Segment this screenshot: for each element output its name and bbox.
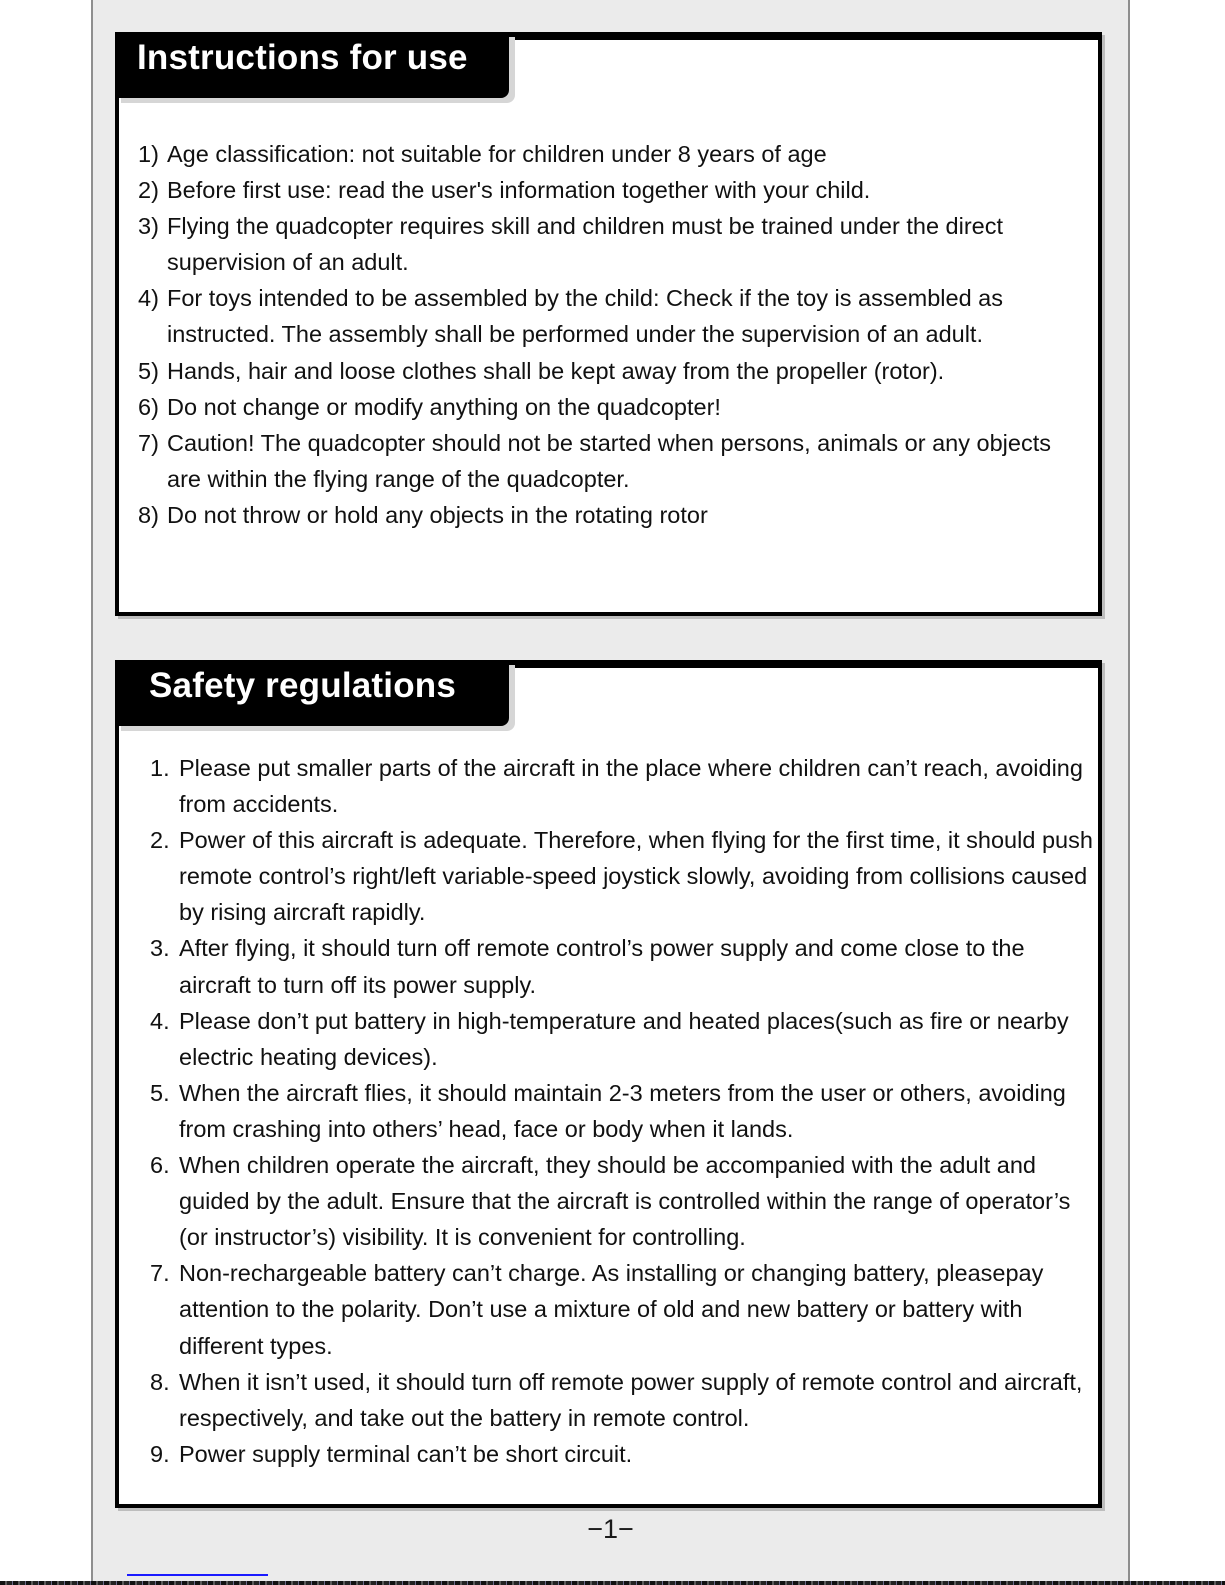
- item-number: 4.: [150, 1007, 170, 1034]
- instructions-item: [138, 389, 1098, 425]
- item-number: 6.: [150, 1152, 170, 1179]
- instructions-item: [138, 172, 1098, 208]
- item-number: 2.: [150, 827, 170, 854]
- safety-section: [115, 660, 1102, 1508]
- safety-item: [150, 1075, 1100, 1147]
- document-page: [91, 0, 1130, 1581]
- item-number: 7): [138, 429, 159, 456]
- item-number: 5): [138, 357, 159, 384]
- item-text: Please don’t put battery in high-temperature and heated places(such as fire or nearby electric heating devices).: [179, 1007, 1069, 1070]
- safety-item: [150, 1436, 1100, 1472]
- item-number: 1): [138, 141, 159, 167]
- item-number: 8.: [150, 1368, 170, 1395]
- safety-title-tab: [115, 660, 509, 726]
- item-text: When it isn’t used, it should turn off remote power supply of remote control and aircraft, respectively, and take out the battery in remote control.: [179, 1368, 1083, 1431]
- item-text: Hands, hair and loose clothes shall be kept away from the propeller (rotor).: [167, 357, 945, 384]
- safety-item: [150, 1255, 1100, 1363]
- item-text: Age classification: not suitable for children under 8 years of age: [167, 141, 827, 167]
- instructions-item: [138, 136, 1098, 172]
- item-number: 3.: [150, 935, 170, 962]
- safety-item: [150, 1147, 1100, 1255]
- item-number: 5.: [150, 1079, 170, 1106]
- instructions-item: [138, 497, 1098, 533]
- item-text: When children operate the aircraft, they should be accompanied with the adult and guided by the adult. Ensure that the aircraft is controlled within the range of operator’s (or instructor’s) visibility. It is convenient for controlling.: [179, 1152, 1071, 1251]
- safety-title: Safety regulations: [149, 666, 457, 705]
- item-text: When the aircraft flies, it should maintain 2-3 meters from the user or others, avoiding from crashing into others’ head, face or body when it lands.: [179, 1079, 1066, 1142]
- footnote-link-underline[interactable]: [127, 1574, 268, 1576]
- item-text: Do not change or modify anything on the quadcopter!: [167, 393, 721, 420]
- item-text: Before first use: read the user's information together with your child.: [167, 177, 871, 204]
- item-text: Non-rechargeable battery can’t charge. As installing or changing battery, pleasepay attention to the polarity. Don’t use a mixture of old and new battery or battery with different types.: [179, 1260, 1044, 1359]
- instructions-item: [138, 280, 1098, 352]
- item-text: After flying, it should turn off remote control’s power supply and come close to the aircraft to turn off its power supply.: [179, 935, 1025, 998]
- item-number: 1.: [150, 755, 170, 781]
- safety-item: [150, 750, 1100, 822]
- instructions-title-tab: [115, 32, 509, 98]
- page-number: −1−: [587, 1514, 634, 1544]
- instructions-section: [115, 32, 1102, 616]
- safety-item: [150, 930, 1100, 1002]
- item-number: 3): [138, 213, 159, 240]
- instructions-item: [138, 208, 1098, 280]
- safety-list: [150, 750, 1100, 1472]
- instructions-item: [138, 353, 1098, 389]
- instructions-list: [138, 136, 1098, 533]
- item-text: Please put smaller parts of the aircraft in the place where children can’t reach, avoiding from accidents.: [179, 755, 1083, 818]
- item-text: Power supply terminal can’t be short circuit.: [179, 1440, 633, 1467]
- item-number: 9.: [150, 1440, 170, 1467]
- item-number: 8): [138, 501, 159, 528]
- item-number: 6): [138, 393, 159, 420]
- item-number: 7.: [150, 1260, 170, 1287]
- item-number: 4): [138, 285, 159, 312]
- safety-item: [150, 1364, 1100, 1436]
- safety-item: [150, 822, 1100, 930]
- item-text: Flying the quadcopter requires skill and children must be trained under the direct supervision of an adult.: [167, 213, 1004, 276]
- safety-item: [150, 1003, 1100, 1075]
- item-text: For toys intended to be assembled by the child: Check if the toy is assembled as instructed. The assembly shall be performed under the supervision of an adult.: [167, 285, 1003, 348]
- bottom-edge-strip: [0, 1581, 1225, 1585]
- instructions-item: [138, 425, 1098, 497]
- item-number: 2): [138, 177, 159, 204]
- instructions-title: Instructions for use: [137, 38, 468, 77]
- item-text: Caution! The quadcopter should not be started when persons, animals or any objects are within the flying range of the quadcopter.: [167, 429, 1051, 492]
- item-text: Power of this aircraft is adequate. Therefore, when flying for the first time, it should push remote control’s right/left variable-speed joystick slowly, avoiding from collisions caused by rising aircraft rapidly.: [179, 827, 1093, 926]
- item-text: Do not throw or hold any objects in the rotating rotor: [167, 501, 708, 528]
